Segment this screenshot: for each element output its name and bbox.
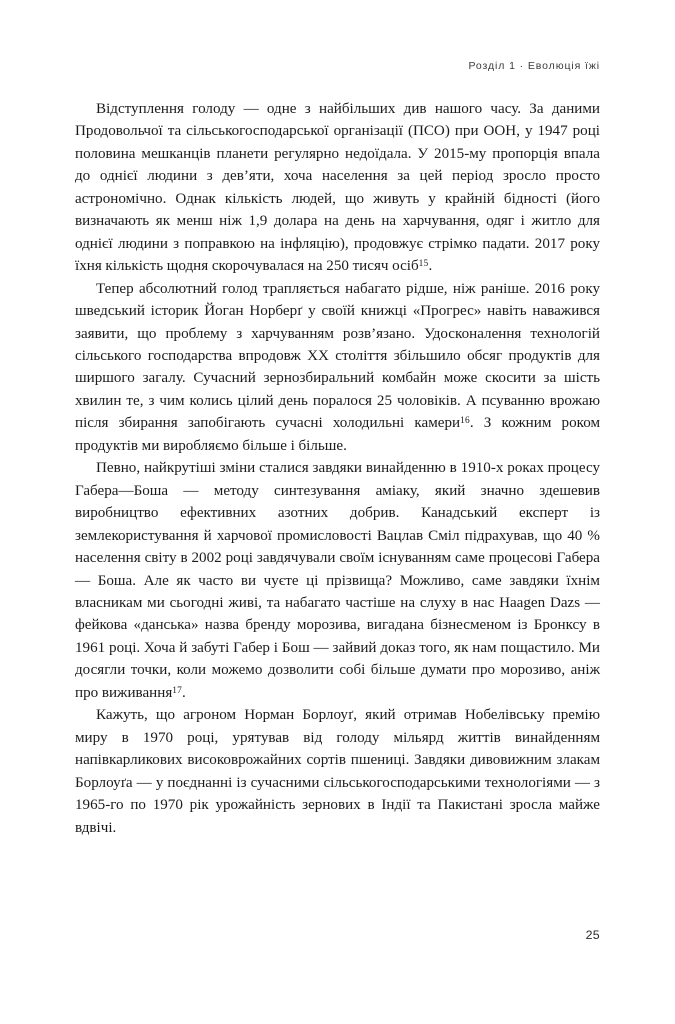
paragraph-2-tail: . З кожним роком продуктів ми виробляємо більше і більше.: [75, 415, 600, 454]
footnote-marker-16[interactable]: 16: [460, 416, 470, 427]
paragraph-4-text: Кажуть, що агроном Норман Борлоуґ, який отримав Нобелівську премію миру в 1970 році, урятував від голоду мільярд життів винайденням напівкарликових високоврожайних сортів пшениці. Завдяки дивовижним злакам Борлоуґа — у поєднанні із сучасними сільськогосподарськими технологіями — з 1965-го по 1970 рік урожайність зернових в Індії та Пакистані зросла майже вдвічі.: [75, 707, 600, 836]
body-text-column: [75, 98, 600, 839]
footnote-marker-17[interactable]: 17: [172, 685, 183, 696]
paragraph-3: [75, 457, 600, 704]
paragraph-2: [75, 278, 600, 458]
footnote-marker-15[interactable]: 15: [418, 259, 429, 270]
paragraph-4: [75, 704, 600, 839]
paragraph-3-text: Певно, найкрутіші зміни сталися завдяки винайденню в 1910-х роках процесу Габера—Боша — методу синтезування аміаку, який значно здешевив виробництво ефективних азотних добрив. Канадський експерт із землекористування й харчової промисловості Вацлав Сміл підрахував, що 40 % населення світу в 2002 році завдячували своїм існуванням саме процесові Габера — Боша. Але як часто ви чуєте ці прізвища? Можливо, саме завдяки їхнім власникам ми сьогодні живі, та набагато частіше на слуху в нас Haagen Dazs — фейкова «данська» назва бренду морозива, вигадана бізнесменом із Бронксу в 1961 році. Хоча й забуті Габер і Бош — зайвий доказ того, як нам пощастило. Ми досягли точки, коли можемо дозволити собі більше думати про морозиво, аніж про виживання: [75, 460, 600, 701]
paragraph-1: [75, 98, 600, 278]
paragraph-1-tail: .: [428, 258, 433, 275]
page-number: 25: [585, 928, 600, 942]
paragraph-1-text: Відступлення голоду — одне з найбільших див нашого часу. За даними Продовольчої та сільськогосподарської організації (ПСО) при ООН, у 1947 році половина мешканців планети регулярно недоїдала. У 2015-му пропорція впала до однієї людини з дев’яти, хоча населення за цей період зросло просто астрономічно. Однак кількість людей, що живуть у крайній бідності (його визначають як менш ніж 1,9 долара на день на харчування, одяг і житло для однієї людини з поправкою на інфляцію), продовжує стрімко падати. 2017 року їхня кількість щодня скорочувалася на 250 тисяч осіб: [75, 101, 600, 275]
paragraph-3-tail: .: [182, 684, 186, 701]
running-head: Розділ 1 · Еволюція їжі: [468, 60, 600, 72]
paragraph-2-text: Тепер абсолютний голод трапляється набагато рідше, ніж раніше. 2016 року шведський історик Йоган Норберґ у своїй книжці «Прогрес» навіть наважився заявити, що проблему з харчуванням розв’язано. Удосконалення технологій сільського господарства впродовж XX століття збільшило обсяг продуктів для ширшого загалу. Сучасний зернозбиральний комбайн може скосити за шість хвилин те, з чим колись цілий день поралося 25 чоловіків. А псуванню врожаю після збирання запобігають сучасні холодильні камери: [75, 280, 600, 432]
